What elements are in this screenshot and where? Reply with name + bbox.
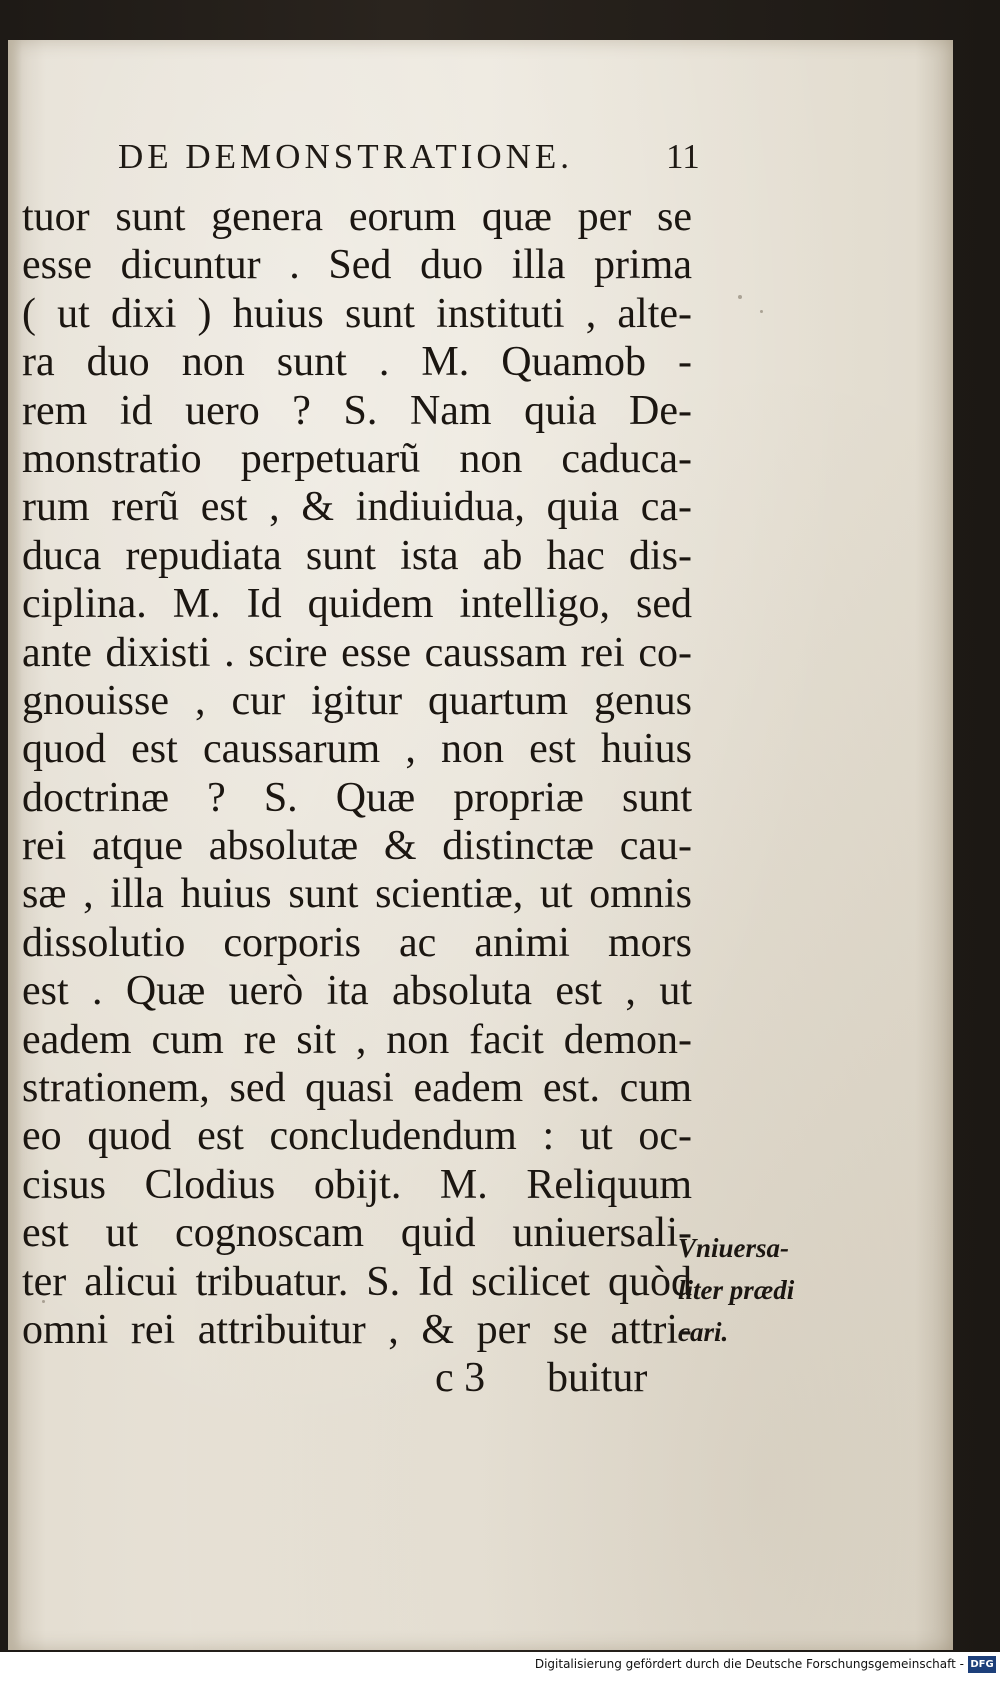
text-line: eadem cum re sit , non facit demon- [22, 1016, 692, 1063]
text-line: eo quod est concludendum : ut oc- [22, 1113, 692, 1160]
text-line: tuor sunt genera eorum quæ per se [22, 194, 692, 240]
funding-credit: Digitalisierung gefördert durch die Deutsche Forschungsgemeinschaft - [534, 1657, 964, 1671]
text-line: ciplina. M. Id quidem intelligo, sed [22, 581, 692, 628]
text-line: monstratio perpetuarũ non caduca- [22, 435, 692, 482]
text-line: doctrinæ ? S. Quæ propriæ sunt [22, 774, 692, 821]
text-line: ante dixisti . scire esse caussam rei co- [22, 629, 692, 676]
text-line: gnouisse , cur igitur quartum genus [22, 677, 692, 724]
dfg-logo-icon: DFG [968, 1656, 996, 1673]
paper-speck [738, 295, 742, 299]
running-head [0, 137, 1000, 187]
text-line: rei atque absolutæ & distinctæ cau- [22, 823, 692, 870]
text-line: sæ , illa huius sunt scientiæ, ut omnis [22, 871, 692, 918]
margin-note-line: Vniuersa- [678, 1233, 790, 1263]
text-line: esse dicuntur . Sed duo illa prima [22, 242, 692, 289]
catchline [435, 1354, 675, 1404]
margin-note-line: liter prædi [678, 1275, 795, 1305]
text-line: quod est caussarum , non est huius [22, 726, 692, 773]
text-line: cisus Clodius obijt. M. Reliquum [22, 1161, 692, 1208]
catchword: buitur [547, 1355, 648, 1401]
margin-note [678, 1227, 828, 1353]
text-line: rem id uero ? S. Nam quia De- [22, 387, 692, 434]
running-head-title: DE DEMONSTRATIONE. [118, 137, 574, 176]
text-line: est . Quæ uerò ita absoluta est , ut [22, 968, 692, 1015]
page-gutter-shadow [8, 40, 22, 1650]
text-line: strationem, sed quasi eadem est. cum [22, 1065, 692, 1112]
text-line: ter alicui tribuatur. S. Id scilicet quòd [22, 1258, 692, 1305]
body-text [22, 193, 692, 1354]
text-line: duca repudiata sunt ista ab hac dis- [22, 532, 692, 579]
text-line: ra duo non sunt . M. Quamob - [22, 339, 692, 386]
text-line: est ut cognoscam quid uniuersali- [22, 1210, 692, 1257]
text-line: omni rei attribuitur , & per se attri- [22, 1306, 692, 1353]
margin-note-line: cari. [678, 1317, 729, 1347]
text-line: ( ut dixi ) huius sunt instituti , alte- [22, 290, 692, 337]
folio-number: 11 [666, 137, 700, 176]
paper-speck [760, 310, 763, 313]
text-line: rum rerũ est , & indiuidua, quia ca- [22, 484, 692, 531]
signature-mark: c 3 [435, 1355, 486, 1401]
footer-bar [0, 1652, 1000, 1681]
text-line: dissolutio corporis ac animi mors [22, 919, 692, 966]
